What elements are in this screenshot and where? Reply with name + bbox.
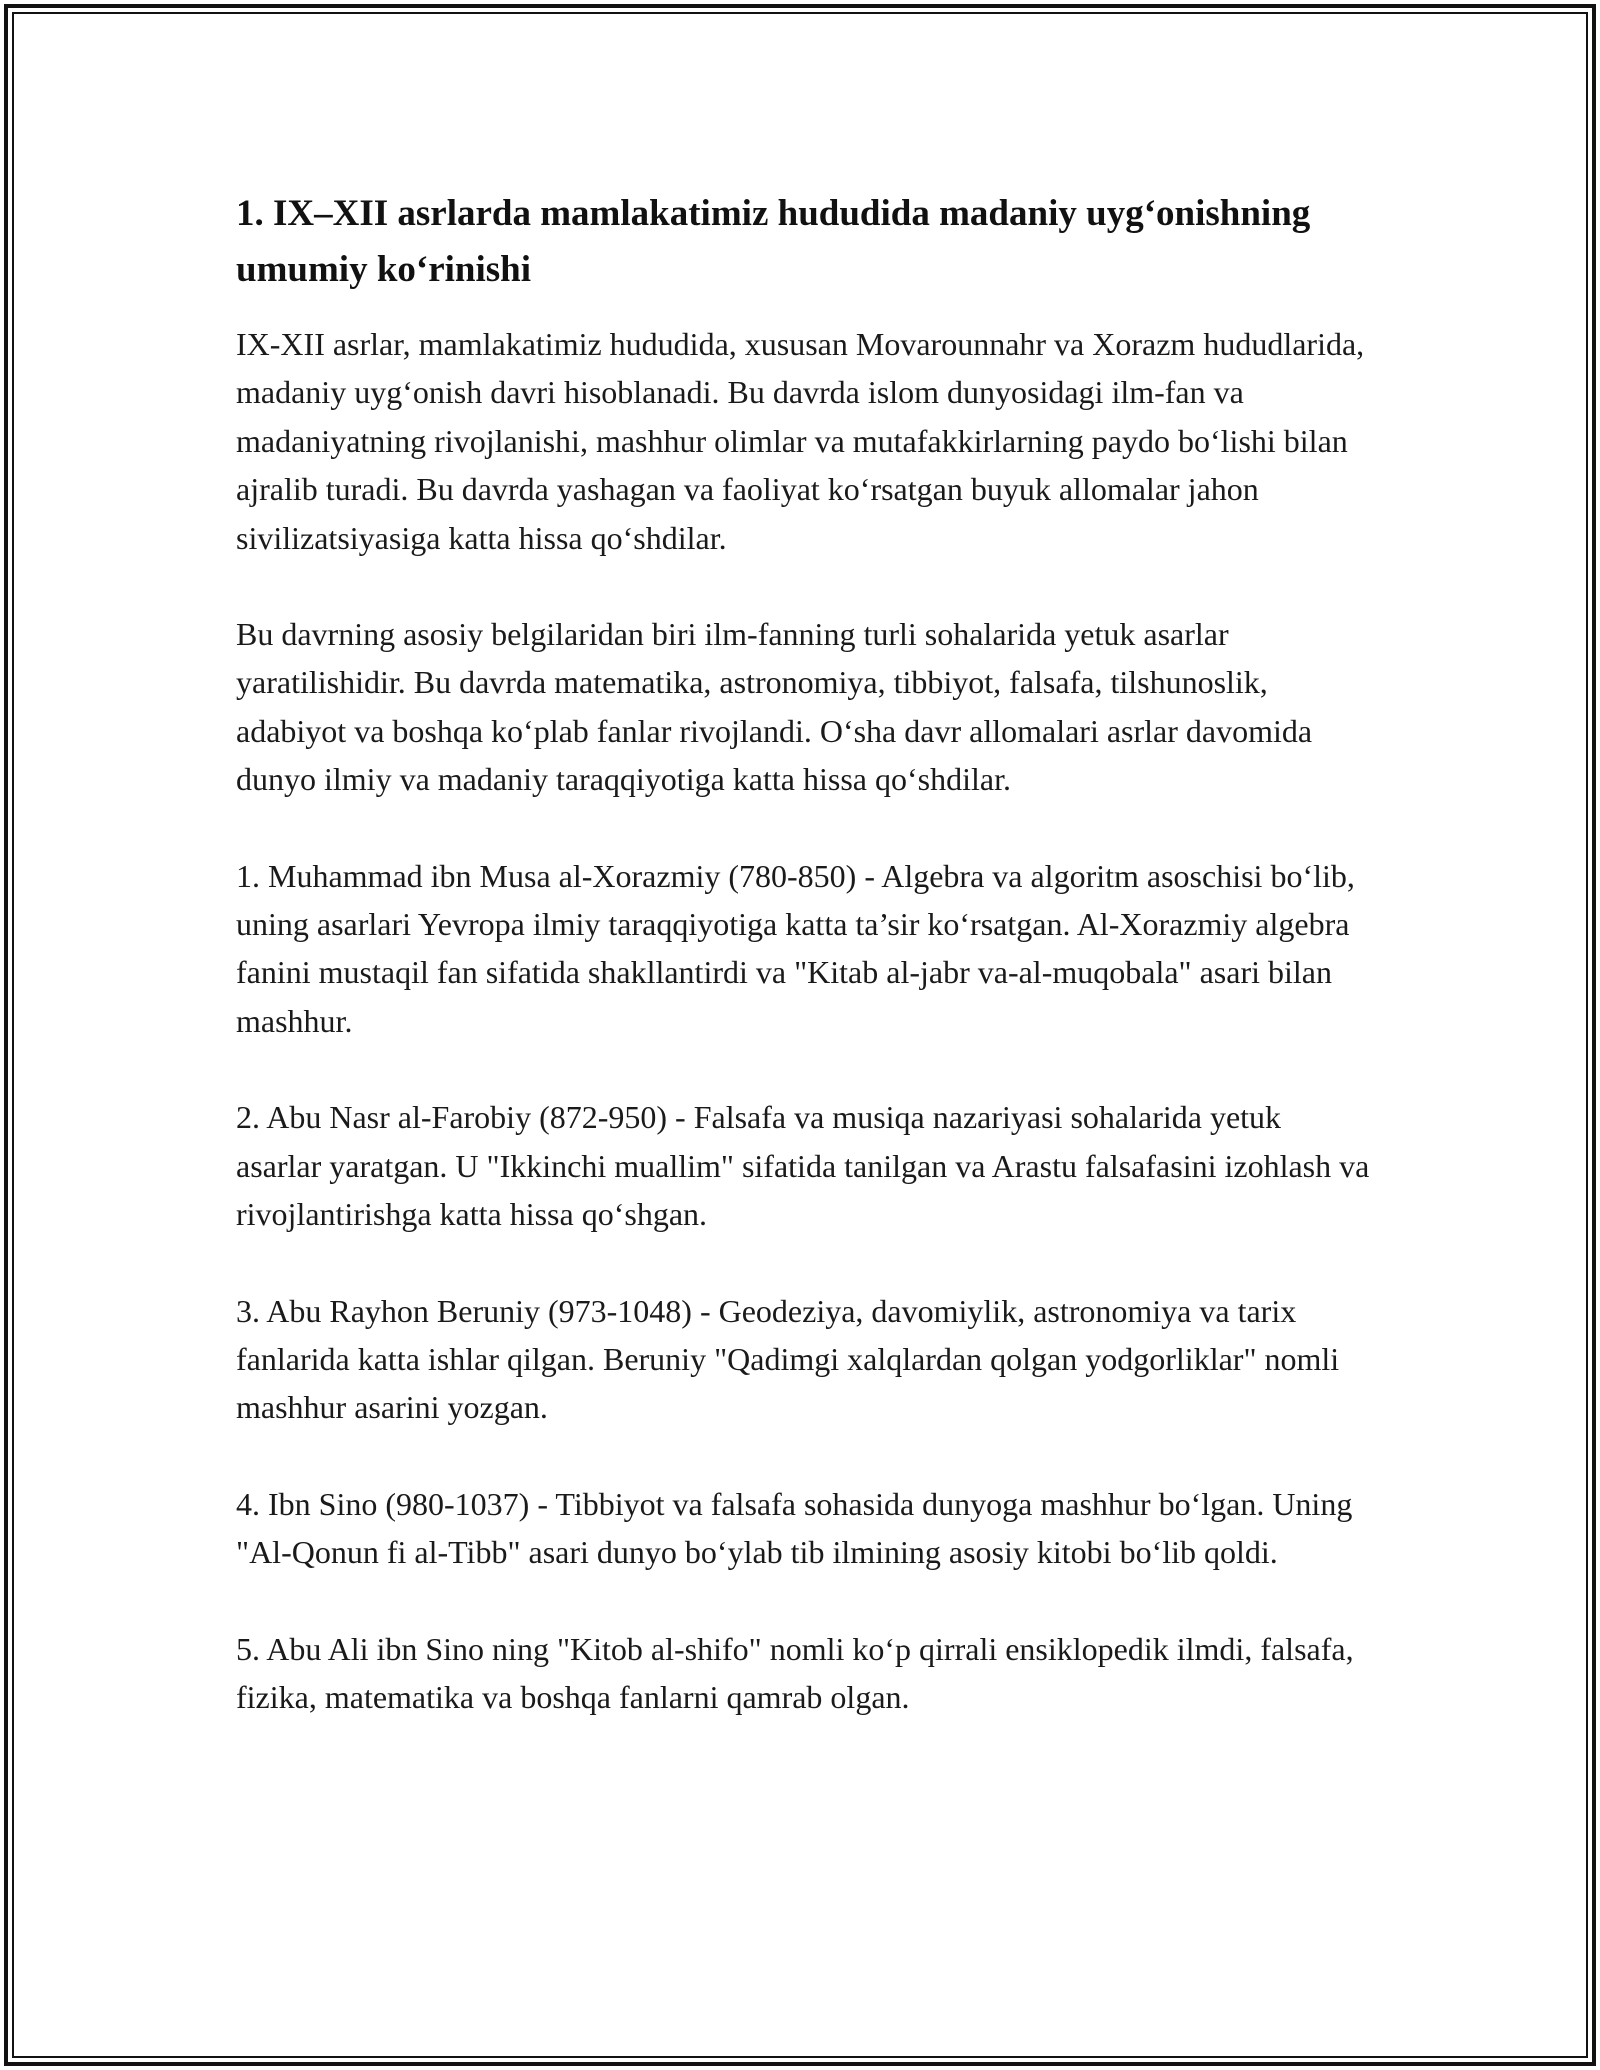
paragraph-features: Bu davrning asosiy belgilaridan biri ilm-fanning turli sohalarida yetuk asarlar yaratilishidir. Bu davrda matematika, astronomiya, tibbiyot, falsafa, tilshunoslik, adabiyot va boshqa ko‘plab fanlar rivojlandi. O‘sha davr allomalari asrlar davomida dunyo ilmiy va madaniy taraqqiyotiga katta hissa qo‘shdilar. bbox=[236, 616, 1313, 798]
list-item-al-xorazmiy: 1. Muhammad ibn Musa al-Xorazmiy (780-850) - Algebra va algoritm asoschisi bo‘lib, uning asarlari Yevropa ilmiy taraqqiyotiga katta ta’sir ko‘rsatgan. Al-Xorazmiy algebra fanini mustaqil fan sifatida shakllantirdi va "Kitab al-jabr va-al-muqobala" asari bilan mashhur. bbox=[236, 857, 1355, 1039]
document-body bbox=[236, 186, 1371, 1721]
list-item-ibn-sino: 4. Ibn Sino (980-1037) - Tibbiyot va falsafa sohasida dunyoga mashhur bo‘lgan. Uning "Al-Qonun fi al-Tibb" asari dunyo bo‘ylab tib ilmining asosiy kitobi bo‘lib qoldi. bbox=[236, 1485, 1353, 1571]
document-title: 1. IX–XII asrlarda mamlakatimiz hududida madaniy uyg‘onishning umumiy ko‘rinishi bbox=[236, 193, 1311, 290]
paragraph-intro: IX-XII asrlar, mamlakatimiz hududida, xususan Movarounnahr va Xorazm hududlarida, madaniy uyg‘onish davri hisoblanadi. Bu davrda islom dunyosidagi ilm-fan va madaniyatning rivojlanishi, mashhur olimlar va mutafakkirlarning paydo bo‘lishi bilan ajralib turadi. Bu davrda yashagan va faoliyat ko‘rsatgan buyuk allomalar jahon sivilizatsiyasiga katta hissa qo‘shdilar. bbox=[236, 326, 1365, 556]
list-item-beruniy: 3. Abu Rayhon Beruniy (973-1048) - Geodeziya, davomiylik, astronomiya va tarix fanlarida katta ishlar qilgan. Beruniy "Qadimgi xalqlardan qolgan yodgorliklar" nomli mashhur asarini yozgan. bbox=[236, 1292, 1340, 1426]
list-item-al-farobiy: 2. Abu Nasr al-Farobiy (872-950) - Falsafa va musiqa nazariyasi sohalarida yetuk asarlar yaratgan. U "Ikkinchi muallim" sifatida tanilgan va Arastu falsafasini izohlash va rivojlantirishga katta hissa qo‘shgan. bbox=[236, 1099, 1370, 1233]
list-item-kitob-al-shifo: 5. Abu Ali ibn Sino ning "Kitob al-shifo" nomli ko‘p qirrali ensiklopedik ilmdi, falsafa, fizika, matematika va boshqa fanlarni qamrab olgan. bbox=[236, 1630, 1354, 1715]
